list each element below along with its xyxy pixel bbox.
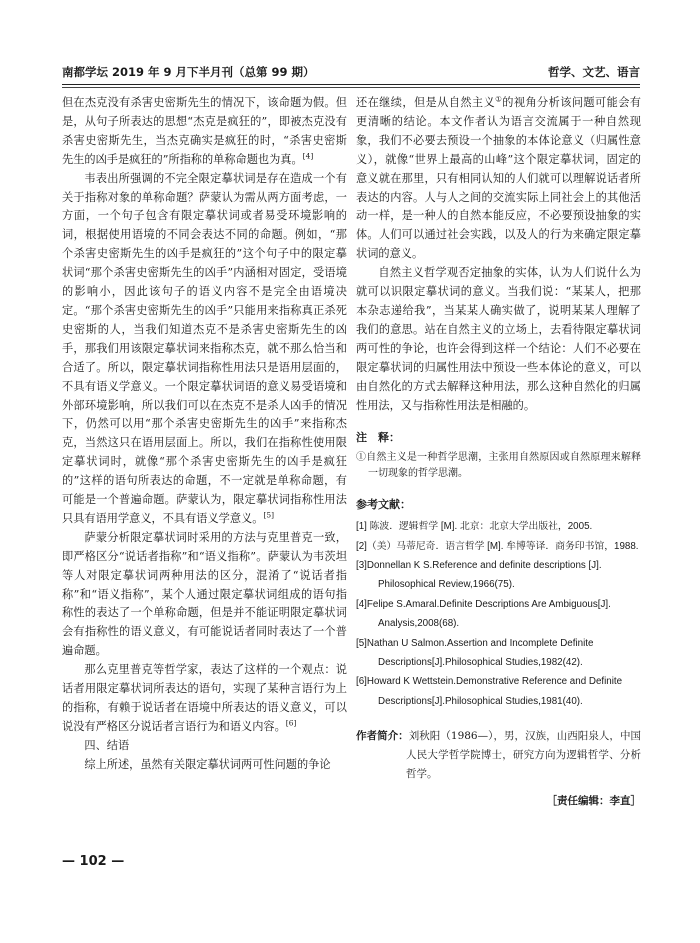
header-rule	[62, 84, 640, 85]
paragraph: 韦表出所强调的不完全限定摹状词是存在造成一个有关于指称对象的单称命题？萨蒙认为需从两方面考虑，一方面，一个句子包含有限定摹状词或者易受环境影响的词，根据使用语境的不同会表达不同的命题。例如，“那个杀害史密斯先生的凶手是疯狂的”这个句子中的限定摹状词“那个杀害史密斯先生的凶手”内涵相对固定，受语境的影响小，因此该句子的语义内容不是完全由语境决定。“那个杀害史密斯先生的凶手”只能用来指称真正杀死史密斯的人，当我们知道杰克不是杀害史密斯先生的凶手，那我们用该限定摹状词来指称杰克，就不那么恰当和合适了。所以，限定摹状词指称性用法只是语用层面的，不具有语义学意义。一个限定摹状词语的意义易受语境和外部环境影响，所以我们可以在杰克不是杀人凶手的情况下，仍然可以用“那个杀害史密斯先生的凶手”来指称杰克，当然这只在语用层面上。所以，我们在指称性使用限定摹状词时，就像“那个杀害史密斯先生的凶手是疯狂的”这样的语句所表达的命题，不一定就是单称命题，有可能是一个普遍命题。萨蒙认为，限定摹状词指称性用法只具有语用学意义，不具有语义学意义。[5]	[62, 171, 347, 525]
reference-item: [5]Nathan U Salmon.Assertion and Incomplete Definite Descriptions[J].Philosophical Studies,1982(42).	[356, 637, 594, 669]
reference-item: [2]（美）马蒂尼奇．语言哲学 [M]. 牟博等译．商务印书馆，1988.	[356, 540, 639, 552]
paragraph: 萨蒙分析限定摹状词时采用的方法与克里普克一致，即严格区分“说话者指称”和“语义指称”。萨蒙认为韦茨坦等人对限定摹状词两种用法的区分，混淆了“说话者指称”和“语义指称”，某个人通过限定摹状词组成的语句指称性的表达了一个单称命题，但是并不能证明限定摹状词会有指称性的语义意义，有可能说话者同时表达了一个普遍命题。	[62, 530, 347, 658]
references-heading: 参考文献：	[356, 498, 411, 512]
paragraph: 综上所述，虽然有关限定摹状词两可性问题的争论	[84, 757, 331, 771]
paragraph: 那么克里普克等哲学家，表达了这样的一个观点：说话者用限定摹状词所表达的语句，实现了某种言语行为上的指称，有赖于说话者在语境中所表达的语义意义，可以说没有严格区分说话者言语行为和语义内容。[6]	[62, 663, 347, 733]
author-bio: 作者简介：刘秋阳（1986—），男，汉族，山西阳泉人，中国人民大学哲学院博士，研究方向为逻辑哲学、分析哲学。	[356, 730, 641, 781]
section-title: 哲学、文艺、语言	[548, 65, 640, 79]
left-column	[62, 94, 347, 775]
paragraph: 自然主义哲学观否定抽象的实体，认为人们说什么为就可以识限定摹状词的意义。当我们说：“某某人，把那本杂志递给我”，当某某人确实做了，说明某某人理解了我们的意思。站在自然主义的立场上，去看待限定摹状词两可性的争论，也许会得到这样一个结论：人们不必要在限定摹状词的归属性用法中预设一些本体论的意义，可以由自然化的方式去解释这种用法，那么这种自然化的归属性用法，又与指称性用法是相融的。	[356, 266, 641, 412]
paragraph: 还在继续，但是从自然主义①的视角分析该问题可能会有更清晰的结论。本文作者认为语言交流属于一种自然现象，我们不必要去预设一个抽象的本体论意义（归属性意义），就像“世界上最高的山峰”这个限定摹状词，固定的意义就在那里，只有相同认知的人们就可以理解说话者所表达的内容。人与人之间的交流实际上同社会上的其他活动一样，是一种人的自然本能反应，不必要预设抽象的实体。人们可以通过社会实践，以及人的行为来确定限定摹状词的意义。	[356, 94, 641, 261]
responsible-editor: ［责任编辑：李直］	[546, 795, 641, 808]
note-item: ①自然主义是一种哲学思潮，主张用自然原因或自然原理来解释一切现象的哲学思潮。	[356, 452, 641, 480]
reference-item: [3]Donnellan K S.Reference and definite descriptions [J]. Philosophical Review,1966(75).	[356, 560, 602, 591]
notes-heading: 注 释：	[356, 431, 400, 445]
reference-item: [6]Howard K Wettstein.Demonstrative Reference and Definite Descriptions[J].Philosophical Studies,1981(40).	[356, 676, 623, 707]
paragraph: 但在杰克没有杀害史密斯先生的情况下，该命题为假。但是，从句子所表达的思想“杰克是疯狂的”，即被杰克没有杀害史密斯先生，当杰克确实是疯狂的时，“杀害史密斯先生的凶手是疯狂的”所指称的单称命题也为真。[4]	[62, 96, 347, 166]
section-heading-conclusion: 四、结语	[84, 738, 130, 752]
journal-title: 南都学坛 2019 年 9 月下半月刊（总第 99 期）	[62, 65, 315, 79]
reference-item: [1] 陈波．逻辑哲学 [M]. 北京：北京大学出版社，2005.	[356, 521, 593, 533]
reference-item: [4]Felipe S.Amaral.Definite Descriptions Are Ambiguous[J]. Analysis,2008(68).	[356, 598, 611, 630]
right-column	[356, 94, 641, 811]
header-rule-thin	[62, 87, 640, 88]
running-header	[62, 60, 640, 84]
page-number: — 102 —	[62, 854, 125, 869]
